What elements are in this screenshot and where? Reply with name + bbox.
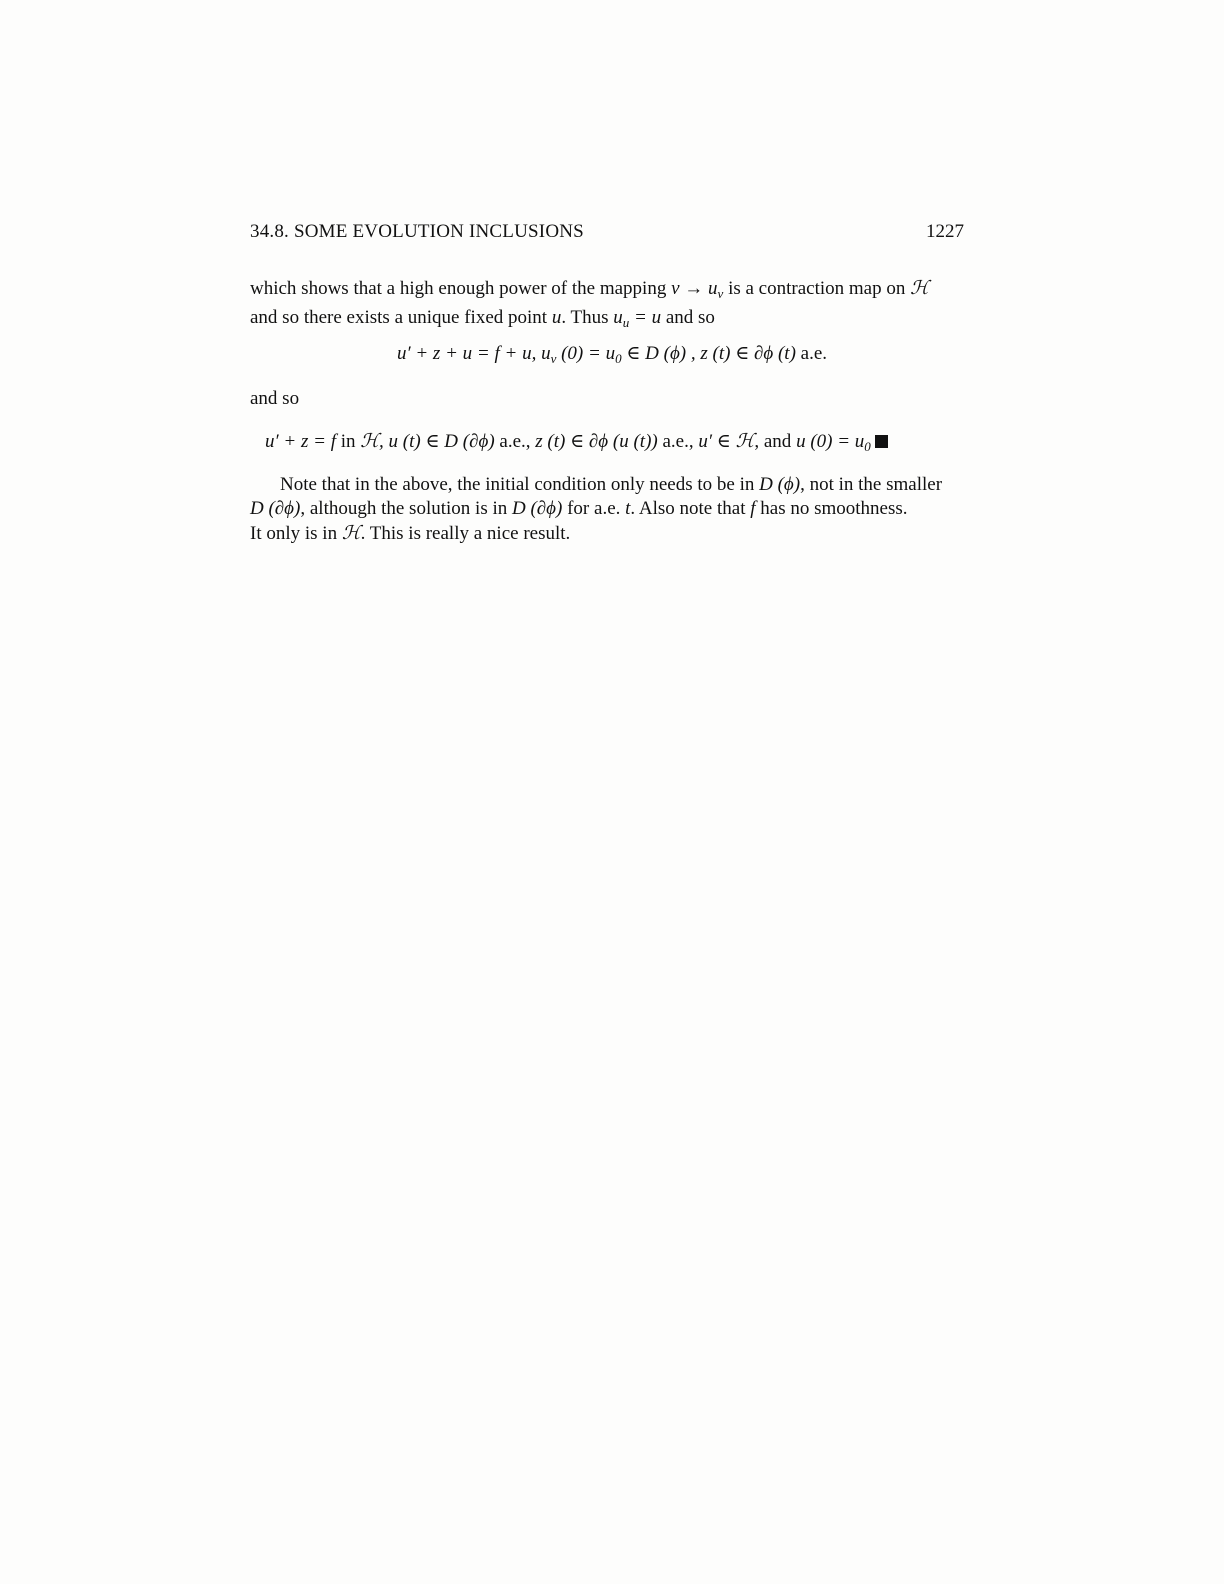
qed-square-icon (875, 435, 888, 448)
text-fragment: and so there exists a unique fixed point (250, 307, 552, 328)
display-equation-2 (265, 428, 965, 460)
text-fragment: . This is really a nice result. (360, 523, 571, 544)
math-fragment: u (551, 307, 562, 328)
math-fragment: u (613, 307, 623, 328)
text-fragment: a.e., (657, 431, 699, 452)
math-subscript: v (550, 351, 557, 366)
text-span (250, 497, 908, 521)
text-fragment: has no smoothness. (755, 498, 908, 519)
math-fragment: u′ + z = f (265, 431, 336, 452)
text-fragment: , although the solution is in (300, 498, 512, 519)
math-subscript: v (717, 286, 724, 301)
text-span (250, 276, 929, 306)
math-subscript: u (622, 315, 630, 330)
text-fragment: is a contraction map on (723, 278, 911, 299)
text-fragment: a.e. (795, 343, 828, 364)
text-fragment: , and (754, 431, 797, 452)
math-fragment: , u (t) ∈ D (∂ϕ) (379, 431, 495, 452)
math-subscript: 0 (864, 439, 871, 454)
text-fragment: which shows that a high enough power of the mapping (250, 278, 672, 299)
paragraph-line (250, 306, 964, 335)
text-fragment: and so (661, 307, 715, 328)
math-fragment: (0) = u (556, 343, 616, 364)
text-fragment: . Also note that (630, 498, 751, 519)
math-fragment: D (ϕ) (759, 474, 801, 495)
text-span (280, 473, 942, 497)
paragraph-line (250, 521, 964, 546)
text-fragment: , not in the smaller (800, 474, 943, 495)
page-number: 1227 (926, 221, 964, 242)
paragraph-line (250, 473, 964, 497)
math-fragment: u (0) = u (796, 431, 865, 452)
math-fragment: f (750, 498, 756, 519)
paragraph-note (250, 473, 964, 546)
text-fragment: . Thus (561, 307, 614, 328)
text-fragment: in (335, 431, 361, 452)
math-subscript: 0 (615, 351, 622, 366)
connective-text: and so (250, 388, 300, 409)
text-fragment: It only is in (250, 523, 342, 544)
math-fragment: D (∂ϕ) (512, 498, 563, 519)
math-fragment: v → u (671, 278, 718, 299)
math-fragment: u′ ∈ (698, 431, 736, 452)
math-fragment: u′ + z + u = f + u, u (396, 343, 551, 364)
text-fragment: a.e., (494, 431, 536, 452)
math-script-H: ℋ (341, 522, 361, 544)
paragraph-line (250, 276, 964, 306)
math-fragment: t (625, 498, 631, 519)
paragraph-line (250, 497, 964, 521)
section-title: 34.8. SOME EVOLUTION INCLUSIONS (250, 221, 584, 242)
text-fragment: for a.e. (562, 498, 626, 519)
text-fragment: Note that in the above, the initial condition only needs to be in (280, 474, 760, 495)
math-fragment: z (t) ∈ ∂ϕ (u (t)) (535, 431, 658, 452)
math-script-H: ℋ (735, 430, 755, 452)
math-fragment: = u (629, 307, 662, 328)
math-fragment: ∈ D (ϕ) , z (t) ∈ ∂ϕ (t) (621, 343, 796, 364)
paragraph-contraction (250, 276, 964, 335)
math-fragment: D (∂ϕ) (250, 498, 301, 519)
math-script-H: ℋ (360, 430, 380, 452)
math-script-H: ℋ (910, 277, 929, 299)
display-equation-1 (0, 341, 1224, 372)
